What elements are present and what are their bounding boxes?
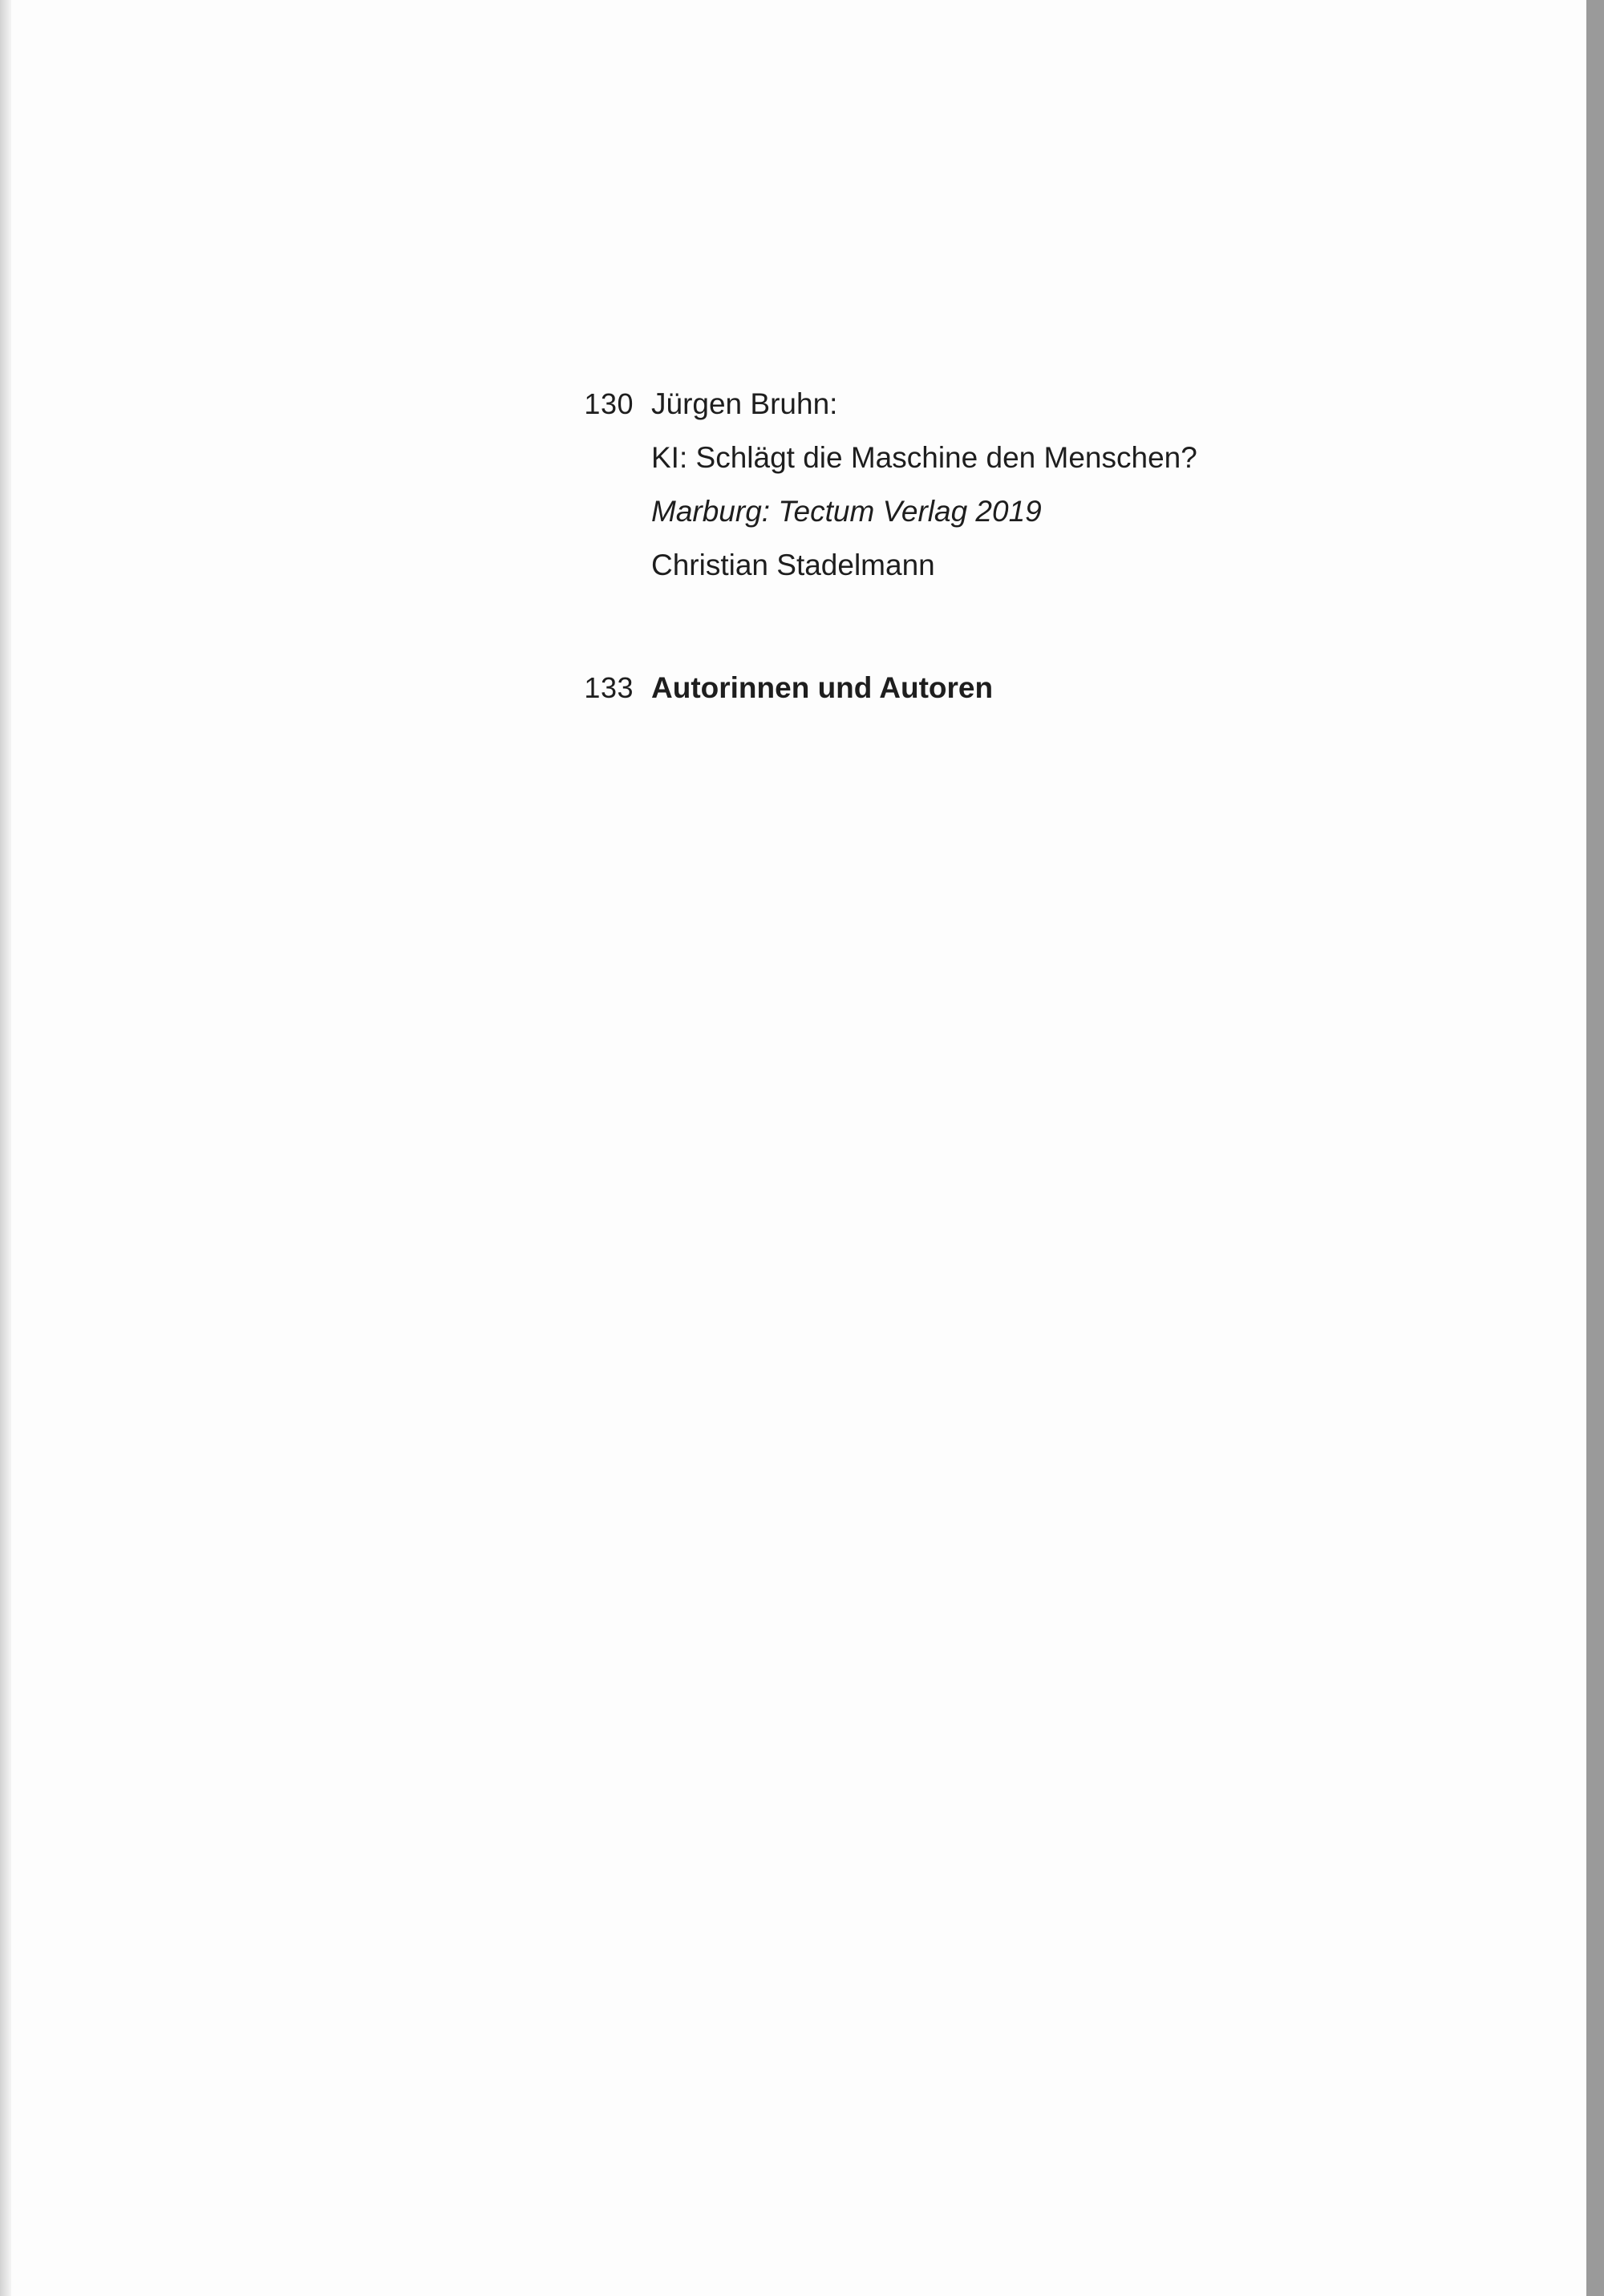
toc-entry-text <box>651 377 1197 592</box>
toc-entry-authors <box>561 661 1444 715</box>
page-gutter-shadow <box>0 0 11 2296</box>
page-edge <box>1586 0 1604 2296</box>
toc-entry-text <box>651 661 993 715</box>
authors-section-title: Autorinnen und Autoren <box>651 671 994 704</box>
toc-entry-book-review <box>561 377 1444 592</box>
reviewer-name: Christian Stadelmann <box>651 549 935 581</box>
review-publisher-info: Marburg: Tectum Verlag 2019 <box>651 495 1042 528</box>
review-author-name: Jürgen Bruhn: <box>651 387 838 420</box>
toc-page-number: 133 <box>584 671 634 704</box>
toc-page-number: 130 <box>584 387 634 420</box>
table-of-contents <box>561 377 1444 715</box>
review-book-title: KI: Schlägt die Maschine den Menschen? <box>651 441 1197 474</box>
